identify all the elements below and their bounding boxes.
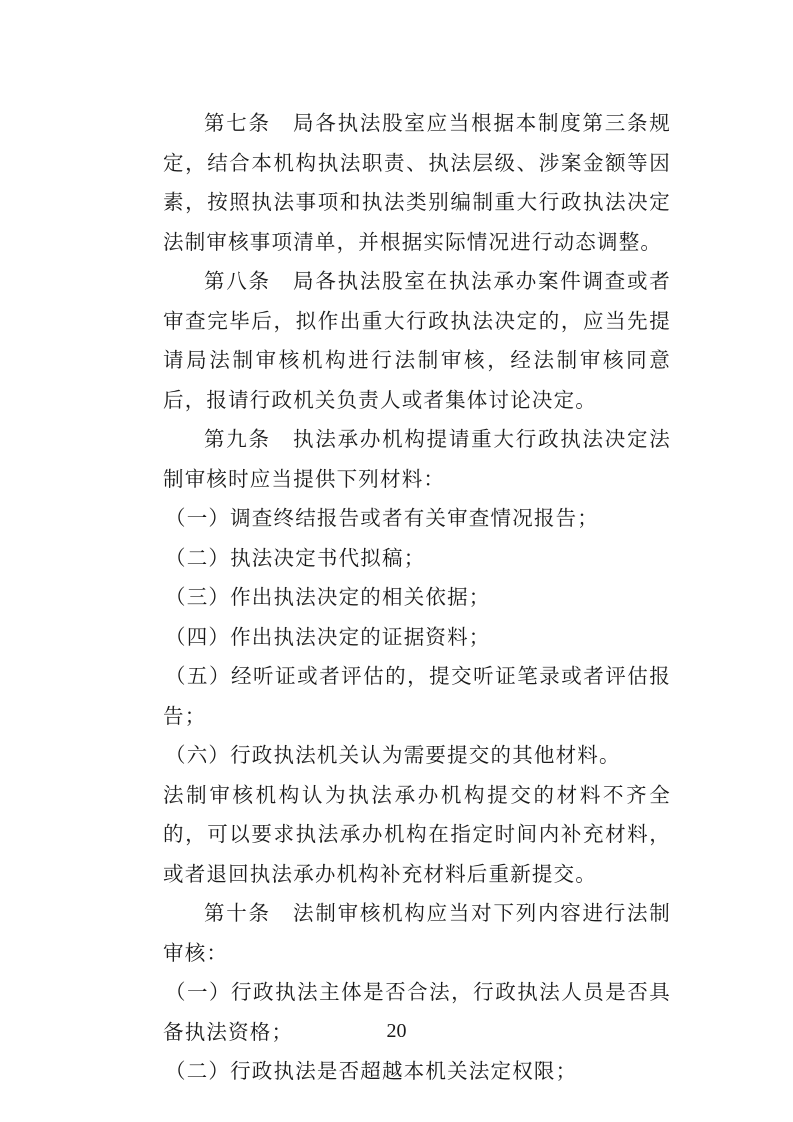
article-9-item-4: （四）作出执法决定的证据资料； xyxy=(165,624,491,649)
article-9-note: 法制审核机构认为执法承办机构提交的材料不齐全的，可以要求执法承办机构在指定时间内补充材料，或者退回执法承办机构补充材料后重新提交。 xyxy=(163,782,671,886)
article-10: 第十条 法制审核机构应当对下列内容进行法制审核： xyxy=(163,901,671,965)
document-body xyxy=(163,104,671,1092)
article-9: 第九条 执法承办机构提请重大行政执法决定法制审核时应当提供下列材料： xyxy=(163,427,671,491)
article-10-item-1: （一）行政执法主体是否合法，行政执法人员是否具备执法资格； xyxy=(163,980,671,1044)
article-9-item-5: （五）经听证或者评估的，提交听证笔录或者评估报告； xyxy=(163,664,671,728)
article-9-item-1: （一）调查终结报告或者有关审查情况报告； xyxy=(165,506,599,530)
page-number: 20 xyxy=(386,1020,407,1042)
article-10-item-2: （二）行政执法是否超越本机关法定权限； xyxy=(165,1059,578,1083)
article-9-item-3: （三）作出执法决定的相关依据； xyxy=(165,585,491,609)
article-9-item-6: （六）行政执法机关认为需要提交的其他材料。 xyxy=(165,743,621,767)
article-8: 第八条 局各执法股室在执法承办案件调查或者审查完毕后，拟作出重大行政执法决定的，应当先提请局法制审核机构进行法制审核，经法制审核同意后，报请行政机关负责人或者集体讨论决定。 xyxy=(163,269,671,412)
article-9-item-2: （二）执法决定书代拟稿； xyxy=(165,545,426,570)
article-7: 第七条 局各执法股室应当根据本制度第三条规定，结合本机构执法职责、执法层级、涉案金额等因素，按照执法事项和执法类别编制重大行政执法决定法制审核事项清单，并根据实际情况进行动态调整。 xyxy=(163,111,671,254)
